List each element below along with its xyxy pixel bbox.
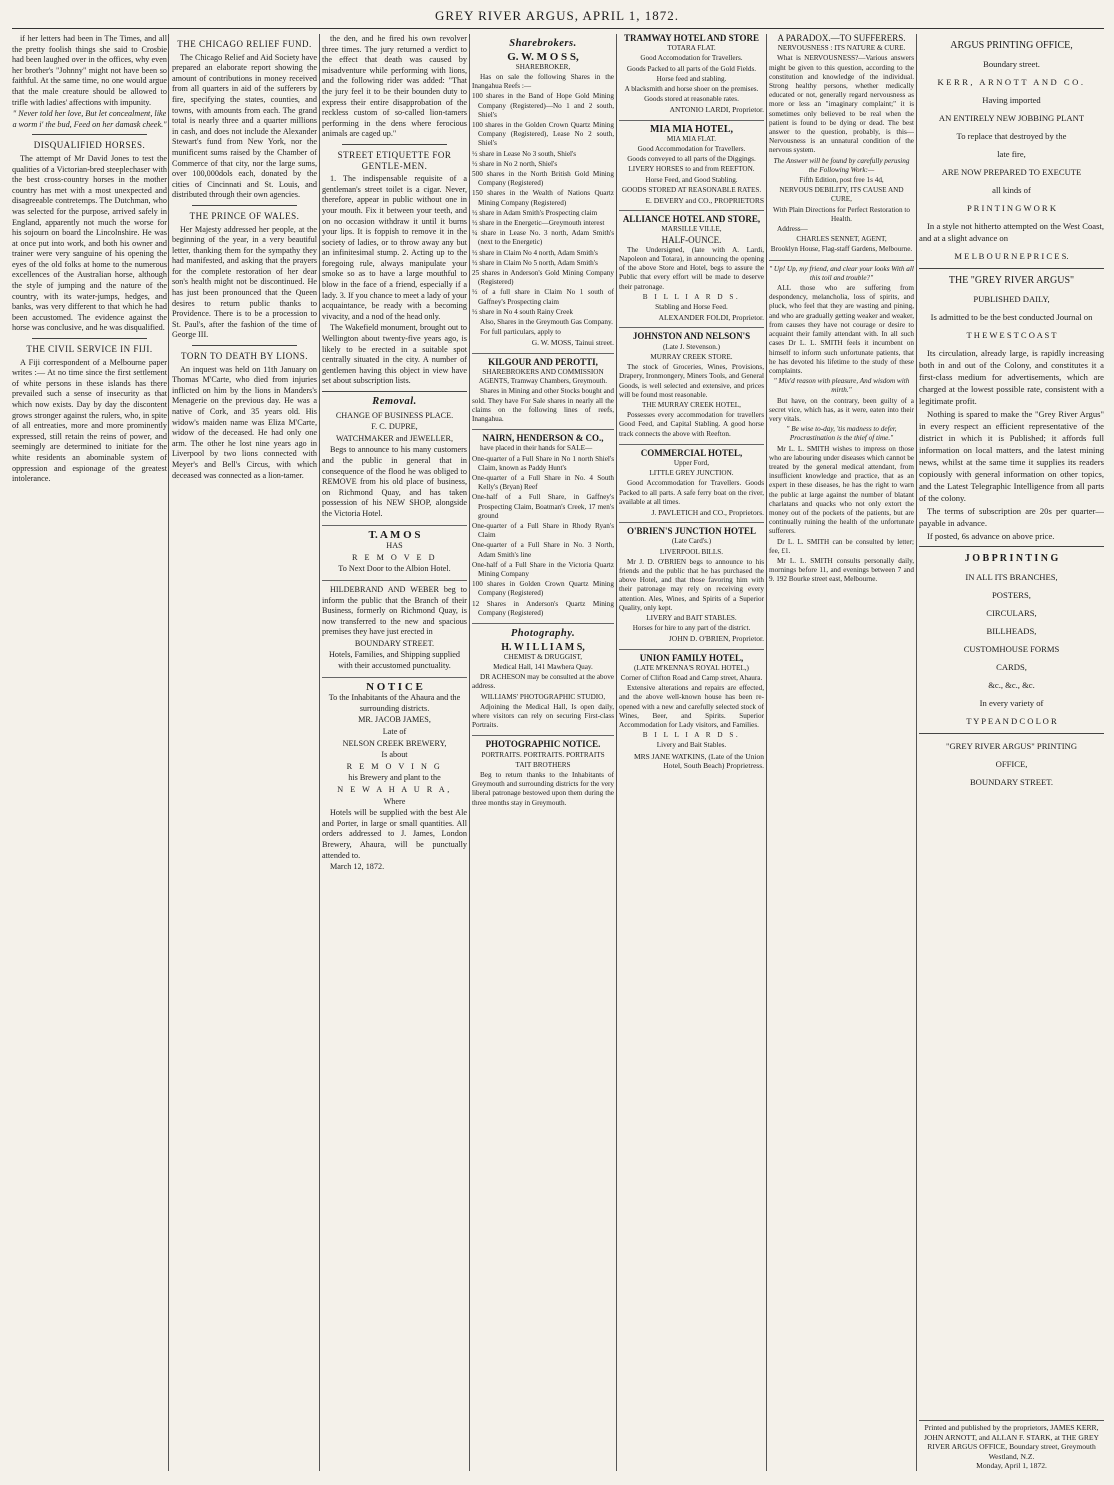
advert-name: F. C. DUPRE, [371, 422, 418, 432]
advert-sub: SHAREBROKERS AND COMMISSION AGENTS, Tramway Chambers, Greymouth. [478, 367, 608, 386]
advert-line: AN ENTIRELY NEW JOBBING PLANT [938, 113, 1085, 123]
advert-line: Stabling and Horse Feed. [655, 303, 728, 312]
advert-obriens-hotel [619, 527, 764, 649]
advert-name: TAIT BROTHERS [515, 760, 571, 769]
advert-line: CIRCULARS, [986, 608, 1037, 618]
advert-sub: MARSILLE VILLE, [661, 225, 722, 234]
advert-body: In a style not hitherto attempted on the West Coast, and at a slight advance on [919, 221, 1104, 243]
advert-text: HAS [386, 541, 403, 551]
masthead: GREY RIVER ARGUS, APRIL 1, 1872. [434, 8, 680, 23]
list-item: ½ share in Lease No 3 south, Shiel's [472, 149, 577, 158]
advert-johnston-nelson [619, 332, 764, 444]
advert-text: N E W A H A U R A, [337, 785, 452, 794]
advert-body: But have, on the contrary, been guilty of a secret vice, which has, as it were, eaten into their very vitals. [769, 396, 914, 423]
advert-body: HILDEBRAND AND WEBER beg to inform the public that the Branch of their Business, formerly on Richmond Quay, is now transferred to the new and spacious premises they have just erected in [322, 584, 467, 637]
advert-alliance-hotel [619, 215, 764, 328]
advert-body: The terms of subscription are 20s per quarter—payable in advance. [919, 506, 1104, 528]
advert-title: UNION FAMILY HOTEL, [639, 652, 744, 663]
advert-title: ALLIANCE HOTEL AND STORE, [622, 214, 761, 225]
advert-title: COMMERCIAL HOTEL, [640, 447, 743, 458]
advert-line: KERR, ARNOTT AND CO. [937, 77, 1086, 87]
advert-body: Has on sale the following Shares in the Inangahua Reefs :— [472, 73, 614, 91]
article-text: the den, and he fired his own revolver three times. The jury returned a verdict to the effect that death was caused by misadventure while performing with lions, and the following rider was added: "That the jury feel it to be their bounden duty to express their entire disapprobation of the reckless custom of so-called lion-tamers performing in the dens where ferocious animals are caged up." [322, 34, 467, 139]
advert-kilgour [472, 358, 614, 430]
column-rule [766, 34, 767, 1471]
advert-date: March 12, 1872. [330, 862, 385, 872]
share-list [472, 455, 614, 618]
advert-moss [472, 50, 614, 354]
advert-line: Is admitted to be the best conducted Journal on [930, 312, 1093, 322]
advert-line: CHARLES SENNET, AGENT, [796, 235, 887, 244]
advert-line: Good Accomodation for Travellers. [640, 54, 743, 63]
advert-signature: ALEXANDER FOLDI, Proprietor. [658, 313, 764, 323]
divider [32, 338, 147, 339]
advert-street: BOUNDARY STREET. [354, 638, 435, 648]
advert-line: Fifth Edition, post free 1s 4d, [799, 176, 884, 185]
section-heading: Photography. [510, 627, 576, 639]
advert-text: Is about [381, 750, 408, 760]
advert-signature: G. W. MOSS, Tainui street. [531, 338, 614, 348]
article-heading: TORN TO DEATH BY LIONS. [181, 351, 308, 362]
advert-line: Brooklyn House, Flag-staff Gardens, Melbourne. [770, 245, 913, 254]
advert-williams [472, 643, 614, 737]
column-rule [616, 34, 617, 1471]
article-text: A Fiji correspondent of a Melbourne paper writes :— At no time since the first settlement of white persons in these islands has there prevailed such a sense of insecurity as that which now exists. Day by day the discontent grows stronger against the rulers, who, in spite of all entreaties, more and more prominently expressed, still retain the reins of power, and seemingly are determined to initiate for the white residents an abominable system of oppression and espionage of the greatest intolerance. [12, 357, 167, 484]
advert-signature: J. PAVLETICH and CO., Proprietors. [651, 507, 764, 517]
advert-line: To replace that destroyed by the [956, 131, 1067, 141]
advert-sub: MIA MIA FLAT. [666, 134, 717, 143]
imprint-text: Printed and published by the proprietors, JAMES KERR, JOHN ARNOTT, and ALLAN F. STARK, at THE GREY RIVER ARGUS OFFICE, Boundary street, Greymouth Westland, N.Z. [923, 1423, 1100, 1461]
advert-sub: MURRAY CREEK STORE. [650, 352, 733, 361]
advert-title: T. A M O S [368, 528, 421, 541]
list-item: 12 Shares in Anderson's Quartz Mining Company (Registered) [472, 599, 614, 617]
advert-line: B I L L I A R D S. [642, 731, 741, 740]
advert-body: have placed in their hands for SALE— [480, 444, 593, 453]
list-item: One-quarter of a Full Share in No 1 north Shiel's Claim, known as Paddy Hunt's [472, 454, 614, 472]
advert-body: For full particulars, apply to [480, 328, 561, 337]
advert-sub: PORTRAITS. PORTRAITS. PORTRAITS [481, 750, 605, 759]
advert-quote: " Be wise to-day, 'tis madness to defer, Procrastination is the thief of time." [786, 425, 897, 443]
advert-title: "GREY RIVER ARGUS" PRINTING [945, 741, 1078, 751]
advert-line: Goods conveyed to all parts of the Diggings. [627, 155, 756, 164]
advert-line: ARE NOW PREPARED TO EXECUTE [941, 167, 1082, 177]
list-item: 500 shares in the North British Gold Mining Company (Registered) [472, 170, 614, 188]
column-rule [168, 34, 169, 1471]
column-rule [319, 34, 320, 1471]
advert-mia-mia-hotel [619, 125, 764, 212]
advert-sub: TOTARA FLAT. [667, 44, 716, 53]
advert-hildebrand [322, 585, 467, 678]
advert-body: Possesses every accommodation for travellers Good Feed, and Capital Stabling. A good horse track connects the above with Reefton. [619, 411, 764, 438]
divider [919, 733, 1104, 734]
advert-sub: (Late Card's.) [671, 537, 712, 546]
advert-line: &c., &c., &c. [988, 680, 1035, 690]
divider [322, 391, 467, 392]
share-list [472, 92, 614, 317]
advert-body: The Undersigned, (late with A. Lardi, Napoleon and Totara), in announcing the opening of the above Store and Hotel, begs to assure the Public that every effort will be made to deserve their patronage. [619, 245, 764, 291]
section-heading: Sharebrokers. [509, 38, 577, 49]
advert-line: Good Accommodation for Travellers. [637, 145, 746, 154]
advert-body: Mr L. L. SMITH wishes to impress on those who are labouring under diseases which cannot be treated by the general medical attendant, from insufficient knowledge and practice, that as an expert in these diseases, he has the right to warn the public at large against the number of blatant charlatans and quacks who not only extort the money out of the pockets of the patients, but are continually ruining the health of the unfortunate sufferers. [769, 444, 914, 536]
advert-sub: LIVERPOOL BILLS. [659, 547, 724, 556]
advert-title: N O T I C E [366, 680, 423, 693]
advert-nairn [472, 434, 614, 624]
section-heading: Removal. [372, 396, 417, 407]
advert-line: Horse feed and stabling. [656, 74, 727, 83]
advert-body: Dr L. L. SMITH can be consulted by letter; fee, £1. [769, 537, 914, 555]
advert-address: Corner of Clifton Road and Camp street, Ahaura. [620, 673, 763, 682]
article-text: The Chicago Relief and Aid Society have prepared an elaborate report showing the amount of contributions in money received from all quarters in aid of the sufferers by fire, specifying the states, counties, and towns, with amounts from each. The grand total is nearly three and a quarter millions in cash, and does not include the Alexander Stewart's fund from New York, nor the munificent sums raised by the Chamber of Commerce of that city, nor the large sums, over 100,000dols each, donated by the cities of Cincinnati and St. Louis, and distributed through their own agencies. [172, 52, 317, 200]
list-item: 100 shares in Golden Crown Quartz Mining Company (Registered) [472, 580, 614, 598]
advert-text: his Brewery and plant to the [348, 773, 441, 783]
advert-tait [472, 740, 614, 807]
column-2 [172, 34, 317, 1475]
advert-trade: WATCHMAKER and JEWELLER, [335, 433, 454, 443]
advert-text: R E M O V E D [352, 552, 437, 562]
article-text: Her Majesty addressed her people, at the beginning of the year, in a very beautiful letter, thanking them for the sympathy they had manifested, and asking that the prayers for the complete restoration of her dear son's health might not be discontinued. He has just been pronounced that the Queen desires to return public thanks to Providence. There is to be a procession to St. Paul's, after the fashion of the time of George III. [172, 224, 317, 340]
advert-line: T Y P E A N D C O L O R [966, 716, 1057, 726]
advert-sub: (Late J. Stevenson.) [662, 342, 721, 351]
advert-body: Hotels will be supplied with the best Ale and Porter, in large or small quantities. All orders addressed to J. James, London Brewery, Ahaura, will be punctually attended to. [322, 808, 467, 860]
list-item: ½ share in the Energetic—Greymouth interest [472, 219, 605, 228]
advert-line: PUBLISHED DAILY, [973, 294, 1050, 304]
list-item: ½ share in No 2 north, Shiel's [472, 159, 558, 168]
article-heading: DISQUALIFIED HORSES. [33, 140, 146, 151]
article-text: 1. The indispensable requisite of a gentleman's street toilet is a cigar. Never, therefore, appear in public without one in your mouth. Fix it between your teeth, and on no occasion withdraw it until it burns your lips. It is foppish to remove it in the society of ladies, or to throw away any but an infinitesimal stump. 2. Acting up to the foregoing rule, always manipulate your smoke so as to have a large mouthful to blow in the face of a friend, especially if a lady. 3. If you chance to meet a lady of your acquaintance, be ready with a becoming vivacity, and a nod of the head only. [322, 174, 467, 321]
advert-line: LIVERY and BAIT STABLES. [646, 613, 737, 622]
list-item: 25 shares in Anderson's Gold Mining Company (Registered) [472, 269, 614, 287]
imprint [919, 1420, 1104, 1471]
divider [32, 134, 147, 135]
advert-body: If posted, 6s advance on above price. [927, 531, 1055, 541]
article-text: if her letters had been in The Times, and all the pretty foolish things she said to Crosbie had been laughed over in the offices, why even her brother's "Johnny" might not have been so faithful. At the same time, no one would argue that the male creature should be allowed to trifle with ladies' affections with impunity. [12, 34, 167, 107]
advert-line: LIVERY HORSES to and from REEFTON. [628, 165, 755, 174]
imprint-date: Monday, April 1, 1872. [976, 1461, 1047, 1471]
divider [192, 345, 297, 346]
advert-body: DR ACHESON may be consulted at the above address. [472, 673, 614, 691]
list-item: ½ share in Claim No 4 north, Adam Smith's [472, 248, 598, 257]
advert-line: M E L B O U R N E P R I C E S. [954, 251, 1069, 261]
list-item: 100 shares in the Golden Crown Quartz Mining Company (Registered), Lease No 2 south, Shiel's [472, 121, 614, 148]
advert-line: BILLHEADS, [986, 626, 1037, 636]
column-1 [12, 34, 167, 1475]
article-heading: STREET ETIQUETTE FOR GENTLE-MEN. [337, 149, 452, 171]
advert-body: Shares in Mining and other Stocks bought and sold. They have For Sale shares in nearly all the claims on the following lines of reefs, Inangahua. [472, 387, 614, 423]
advert-body: Beg to return thanks to the Inhabitants of Greymouth and surrounding districts for the very liberal patronage bestowed upon them during the three months stay in Greymouth. [472, 771, 614, 807]
advert-line: The Answer will be found by carefully perusing the Following Work:— [773, 156, 910, 174]
advert-text: Late of [382, 727, 407, 737]
advert-title: A PARADOX.—TO SUFFERERS. [777, 34, 906, 43]
advert-text: Where [383, 796, 406, 806]
masthead-rule [12, 28, 1104, 29]
column-5 [619, 34, 764, 1475]
advert-amos [322, 530, 467, 581]
list-item: 100 shares in the Band of Hope Gold Mining Company (Registered)—No 1 and 2 south, Shiel's [472, 92, 614, 119]
advert-sub: HALF-OUNCE. [661, 234, 722, 245]
advert-line: B I L L I A R D S. [642, 292, 741, 301]
advert-line: Goods stored at reasonable rates. [644, 95, 739, 104]
advert-line: T H E W E S T C O A S T [966, 330, 1057, 340]
advert-sub: (LATE M'KENNA'S ROYAL HOTEL,) [634, 663, 749, 672]
advert-line: IN ALL ITS BRANCHES, [965, 572, 1058, 582]
advert-address: Medical Hall, 141 Mawhera Quay. [493, 662, 593, 671]
advert-title: NAIRN, HENDERSON & CO., [482, 433, 604, 444]
verse: " Never told her love, But let concealment, like a worm i' the bud, Feed on her damask cheek." [12, 109, 167, 129]
advert-title: THE "GREY RIVER ARGUS" [948, 275, 1075, 286]
advert-line: NERVOUS DEBILITY, ITS CAUSE AND CURE, [779, 186, 904, 204]
advert-line: CARDS, [996, 662, 1027, 672]
advert-title: TRAMWAY HOTEL AND STORE [624, 34, 759, 43]
column-3 [322, 34, 467, 1475]
advert-title: JOHNSTON AND NELSON'S [632, 331, 751, 342]
advert-line: POSTERS, [992, 590, 1031, 600]
advert-body: Its circulation, already large, is rapidly increasing both in and out of the Colony, and constitutes it a first-class medium for advertisements, which are charged at the lowest possible rate, consistent with a legitimate profit. [919, 348, 1104, 406]
advert-dupre [322, 411, 467, 526]
advert-body: Also, Shares in the Greymouth Gas Company. [480, 318, 613, 327]
advert-title: G. W. M O S S, [507, 50, 579, 63]
advert-title: J O B P R I N T I N G [964, 553, 1059, 564]
advert-line: Having imported [982, 95, 1041, 105]
list-item: ½ share in No 4 south Rainy Creek [472, 307, 574, 316]
advert-body: Nothing is spared to make the "Grey River Argus" in every respect an efficient representative of the district in which it is Published; it affords full information on local matters, and the latest mining news, whilst at the same time it supplies its readers copiously with general information on other topics, and the Latest Telegraphic Intelligence from all parts of the colony. [919, 409, 1104, 503]
advert-line: Horses for hire to any part of the district. [632, 624, 751, 633]
advert-title: PHOTOGRAPHIC NOTICE. [485, 739, 601, 750]
article-heading: THE CIVIL SERVICE IN FIJI. [26, 344, 153, 355]
advert-body: Begs to announce to his many customers and the public in general that in consequence of the flood he was obliged to REMOVE from his old place of business, on Richmond Quay, and has taken possession of his NEW SHOP, alongside the Victoria Hotel. [322, 445, 467, 518]
advert-quote: " Up! Up, my friend, and clear your looks With all this toil and trouble?" [769, 264, 914, 282]
list-item: ½ share in Adam Smith's Prospecting claim [472, 208, 598, 217]
advert-body: Good Accommodation for Travellers. Goods Packed to all parts. A safe ferry boat on the river, available at all times. [619, 479, 764, 506]
divider [919, 546, 1104, 547]
divider [919, 268, 1104, 269]
advert-line: A blacksmith and horse shoer on the premises. [624, 85, 759, 94]
advert-line: In every variety of [979, 698, 1044, 708]
advert-body: To Next Door to the Albion Hotel. [338, 564, 451, 574]
article-text: The Wakefield monument, brought out to Wellington about twenty-five years ago, is likely to be erected in a suitable spot centrally situated in the city. A number of gentlemen having this object in view have set about subscription lists. [322, 323, 467, 386]
advert-jacob-james [322, 682, 467, 873]
advert-line: Address— [777, 225, 808, 234]
advert-body: The stock of Groceries, Wines, Provisions, Drapery, Ironmongery, Miners Tools, and General Goods, is well selected and extensive, and prices will be found most reasonable. [619, 363, 764, 399]
advert-line: BOUNDARY STREET. [969, 777, 1054, 787]
advert-title: O'BRIEN'S JUNCTION HOTEL [626, 526, 757, 537]
advert-title: THE MURRAY CREEK HOTEL, [642, 400, 741, 409]
advert-signature: ANTONIO LARDI, Proprietor. [669, 105, 764, 115]
advert-sub: Upper Ford, [673, 458, 710, 467]
advert-tramway-hotel [619, 34, 764, 121]
advert-nervousness [769, 34, 914, 261]
column-rule [916, 34, 917, 1471]
advert-title: H. W I L L I A M S, [501, 641, 585, 653]
column-4 [472, 34, 614, 1475]
list-item: One-half of a Full Share in the Victoria Quartz Mining Company [472, 560, 614, 578]
advert-title: CHANGE OF BUSINESS PLACE. [335, 410, 454, 420]
advert-sub: LITTLE GREY JUNCTION. [649, 469, 734, 478]
article-text: An inquest was held on 11th January on Thomas M'Carte, who died from injuries inflicted on him by the lions in Manders's Menagerie on the previous day. He was a native of Cork, and 35 years old. His widow's maiden name was Eliza M'Carte, widow of the deceased. He had only one arm. The other he lost nine years ago in Liverpool by two lions connected with Meyer's and Bell's Circus, with which deceased was connected as a lion-tamer. [172, 364, 317, 480]
divider [192, 205, 297, 206]
column-rule [469, 34, 470, 1471]
advert-line: late fire, [997, 149, 1026, 159]
advert-line: With Plain Directions for Perfect Restoration to Health. [772, 205, 911, 223]
advert-body: What is NERVOUSNESS?—Various answers might be given to this question, according to the constitution and knowledge of the individual. Strong healthy persons, whether medically educated or not, generally regard nervousness as more or less an "imaginary complaint;" it is sometimes only believed to be real when the patient is found to be dying or dead. The best answer to the question, probably, is this—Nervousness is an unnatural condition of the nervous system. [769, 54, 914, 155]
advert-line: Horse Feed, and Good Stabling. [645, 175, 738, 184]
advert-title: KILGOUR AND PEROTTI, [488, 356, 598, 367]
list-item: ½ of a full share in Claim No 1 south of Gaffney's Prospecting claim [472, 288, 614, 306]
advert-line: GOODS STORED AT REASONABLE RATES. [621, 185, 762, 194]
advert-line: Goods Packed to all parts of the Gold Fields. [626, 64, 757, 73]
advert-signature: E. DEVERY and CO., PROPRIETORS [645, 196, 764, 206]
advert-title: MIA MIA HOTEL, [649, 123, 734, 135]
advert-text: R E M O V I N G [346, 761, 443, 771]
advert-dr-smith [769, 265, 914, 585]
column-7 [919, 34, 1104, 1475]
advert-line: CUSTOMHOUSE FORMS [963, 644, 1060, 654]
advert-text: NELSON CREEK BREWERY, [342, 738, 447, 748]
advert-signature: JOHN D. O'BRIEN, Proprietor. [668, 634, 764, 644]
advert-name: MR. JACOB JAMES, [358, 715, 431, 725]
list-item: One-quarter of a Full Share in Rhody Ryan's Claim [472, 521, 614, 540]
advert-body: Adjoining the Medical Hall, Is open daily, where visitors can rely on securing First-class Portraits. [472, 702, 614, 730]
advert-line: Livery and Bait Stables. [656, 741, 727, 750]
advert-line: all kinds of [992, 185, 1031, 195]
advert-body: Mr J. D. O'BRIEN begs to announce to his friends and the public that he has purchased the above Hotel, and that those favoring him with their patronage may rely on receiving every attention. Ales, Wines, and Spirits of a Superior Quality, only kept. [619, 557, 764, 612]
advert-union-hotel [619, 654, 764, 770]
advert-body: Hotels, Families, and Shipping supplied with their accustomed punctuality. [329, 650, 460, 671]
advert-quote: " Mix'd reason with pleasure, And wisdom with mirth." [773, 377, 910, 395]
advert-line: OFFICE, [995, 759, 1028, 769]
advert-line: Boundary street. [983, 59, 1040, 69]
article-heading: THE CHICAGO RELIEF FUND. [177, 39, 312, 49]
advert-signature: MRS JANE WATKINS, (Late of the Union Hotel, South Beach) Proprietress. [633, 751, 764, 770]
advert-sub: CHEMIST & DRUGGIST, [503, 652, 583, 661]
advert-commercial-hotel [619, 449, 764, 523]
list-item: One-half of a Full Share, in Gaffney's Prospecting Claim, Boatman's Creek, 17 men's ground [472, 493, 614, 520]
divider [342, 144, 447, 145]
advert-title: ARGUS PRINTING OFFICE, [950, 40, 1073, 51]
advert-sub: SHAREBROKER, [515, 62, 571, 71]
advert-body: Mr L. L. SMITH consults personally daily, mornings before 11, and evenings between 7 and 9. 192 Bourke street east, Melbourne. [769, 556, 914, 584]
list-item: 150 shares in the Wealth of Nations Quartz Mining Company (Registered) [472, 189, 614, 207]
advert-body: ALL those who are suffering from despondency, melancholia, loss of spirits, and pluck, who feel that they are wasting and pining, and who are gradually getting weaker and weaker, from causes they have not courage or desire to acquaint their family attendant with. In all such cases Dr L. L. SMITH feels it incumbent on himself to inform such unfortunate patients, that he has devoted his lifetime to the study of these complaints. [769, 284, 914, 375]
list-item: ½ share in Claim No 5 north, Adam Smith's [472, 258, 598, 267]
list-item: One-quarter of a Full Share in No. 4 South Kelly's (Bryan) Reef [472, 473, 614, 492]
advert-sub: NERVOUSNESS : ITS NATURE & CURE. [777, 44, 906, 53]
advert-title: WILLIAMS' PHOTOGRAPHIC STUDIO, [480, 692, 606, 701]
list-item: ¼ share in Lease No. 3 north, Adam Smith's (next to the Energetic) [472, 229, 614, 247]
advert-body: Extensive alterations and repairs are effected, and the above well-known house has been re-opened with a new and carefully selected stock of Wines, Beer, and Spirits. Superior Accommodation for Lady visitors, and Families. [619, 684, 764, 729]
article-text: The attempt of Mr David Jones to test the qualities of a Victorian-bred steeplechaser with the best cross-country horses in the mother country has met with a most unexpected and disagreeable contretemps. The Dutchman, who was selected for the purpose, arrived safely in England, apparently not much the worse for his sojourn on board the Lincolnshire. He was at once put into work, and both his owner and trainer were very sanguine of his opening the eyes of the old folks at home to the numerous excellences of the Australian horse, although the style of jumping and the nature of the country, with its water-jumps, hedges, and banks, was very different to that which he had been accustomed. The evidence against the horse was conclusive, and he was disqualified. [12, 153, 167, 333]
column-6 [769, 34, 914, 1475]
list-item: One-quarter of a Full Share in No. 3 North, Adam Smith's line [472, 541, 614, 559]
advert-line: P R I N T I N G W O R K [966, 203, 1057, 213]
article-heading: THE PRINCE OF WALES. [189, 210, 300, 221]
advert-text: To the Inhabitants of the Ahaura and the surrounding districts. [328, 693, 461, 713]
